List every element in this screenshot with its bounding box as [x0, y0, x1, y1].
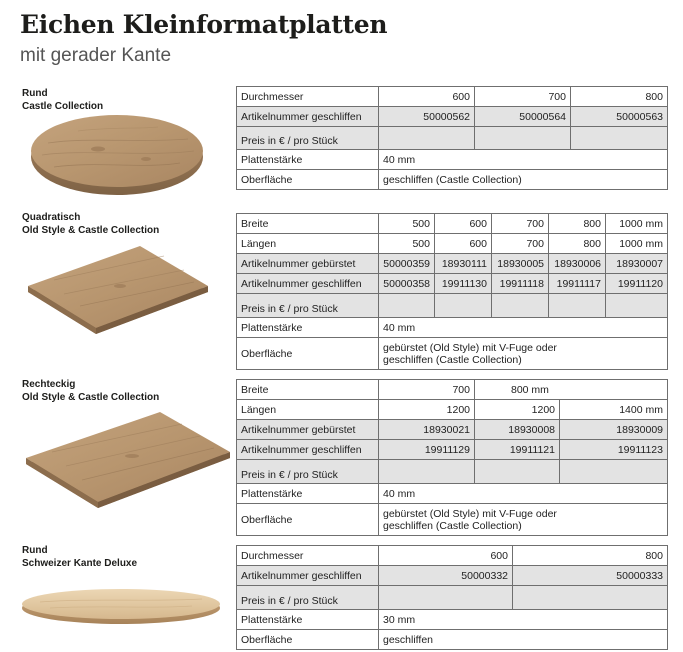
spec-table-round-castle [236, 86, 668, 190]
cell-preis [379, 586, 513, 610]
cell-artikel: 50000563 [571, 107, 668, 127]
cell-breite: 800 [549, 214, 606, 234]
cell-breite: 700 [379, 380, 475, 400]
cell-laengen: 1200 [475, 400, 560, 420]
product-label-line1: Rund [22, 545, 48, 556]
spec-table-square [236, 213, 668, 370]
product-label-line2: Castle Collection [22, 101, 104, 112]
row-label-durchmesser: Durchmesser [237, 546, 379, 566]
row-label-artikel: Artikelnummer geschliffen [237, 566, 379, 586]
cell-durchmesser: 600 [379, 546, 513, 566]
page-title: Eichen Kleinformatplatten [20, 10, 388, 39]
cell-artikel-geschliffen: 19911129 [379, 440, 475, 460]
row-label-preis: Preis in € / pro Stück [237, 294, 379, 318]
row-label-artikel-geschliffen: Artikelnummer geschliffen [237, 440, 379, 460]
cell-staerke: 40 mm [379, 484, 668, 504]
oberflaeche-line2: geschliffen (Castle Collection) [383, 519, 522, 532]
row-label-oberflaeche: Oberfläche [237, 630, 379, 650]
row-label-breite: Breite [237, 380, 379, 400]
round-oak-tabletop-image [28, 113, 206, 197]
row-label-breite: Breite [237, 214, 379, 234]
cell-artikel-gebuerstet: 18930006 [549, 254, 606, 274]
cell-artikel-geschliffen: 19911118 [492, 274, 549, 294]
cell-preis [492, 294, 549, 318]
product-label-line1: Rechteckig [22, 379, 76, 390]
cell-artikel: 50000333 [513, 566, 668, 586]
oberflaeche-line2: geschliffen (Castle Collection) [383, 353, 522, 366]
rectangular-oak-tabletop-image [22, 412, 232, 512]
cell-preis [571, 127, 668, 150]
cell-preis [560, 460, 668, 484]
cell-artikel-geschliffen: 19911123 [560, 440, 668, 460]
row-label-durchmesser: Durchmesser [237, 87, 379, 107]
cell-artikel-geschliffen: 50000358 [379, 274, 435, 294]
cell-preis [379, 294, 435, 318]
cell-breite: 800 mm [475, 380, 668, 400]
cell-breite: 1000 mm [606, 214, 668, 234]
row-label-laengen: Längen [237, 400, 379, 420]
cell-preis [549, 294, 606, 318]
cell-durchmesser: 800 [513, 546, 668, 566]
cell-laengen: 700 [492, 234, 549, 254]
product-label-line2: Old Style & Castle Collection [22, 392, 160, 403]
cell-artikel-gebuerstet: 18930111 [435, 254, 492, 274]
cell-artikel-gebuerstet: 18930005 [492, 254, 549, 274]
cell-preis [475, 460, 560, 484]
cell-oberflaeche [379, 504, 668, 536]
cell-artikel-geschliffen: 19911120 [606, 274, 668, 294]
square-oak-tabletop-image [24, 246, 210, 336]
cell-breite: 500 [379, 214, 435, 234]
cell-artikel: 50000564 [475, 107, 571, 127]
cell-breite: 600 [435, 214, 492, 234]
cell-artikel-gebuerstet: 18930009 [560, 420, 668, 440]
product-label-rectangular [22, 378, 159, 404]
row-label-preis: Preis in € / pro Stück [237, 460, 379, 484]
cell-artikel: 50000332 [379, 566, 513, 586]
row-label-laengen: Längen [237, 234, 379, 254]
cell-oberflaeche [379, 338, 668, 370]
cell-preis [513, 586, 668, 610]
cell-laengen: 1000 mm [606, 234, 668, 254]
cell-preis [435, 294, 492, 318]
row-label-oberflaeche: Oberfläche [237, 504, 379, 536]
product-label-square [22, 211, 159, 237]
cell-preis [379, 460, 475, 484]
product-label-line2: Old Style & Castle Collection [22, 225, 160, 236]
cell-artikel-geschliffen: 19911121 [475, 440, 560, 460]
row-label-artikel-gebuerstet: Artikelnummer gebürstet [237, 254, 379, 274]
row-label-preis: Preis in € / pro Stück [237, 586, 379, 610]
cell-artikel: 50000562 [379, 107, 475, 127]
cell-artikel-geschliffen: 19911117 [549, 274, 606, 294]
cell-laengen: 1400 mm [560, 400, 668, 420]
cell-laengen: 800 [549, 234, 606, 254]
row-label-artikel-gebuerstet: Artikelnummer gebürstet [237, 420, 379, 440]
product-label-line1: Quadratisch [22, 212, 81, 223]
cell-artikel-gebuerstet: 18930007 [606, 254, 668, 274]
product-label-line1: Rund [22, 88, 48, 99]
row-label-preis: Preis in € / pro Stück [237, 127, 379, 150]
row-label-oberflaeche: Oberfläche [237, 170, 379, 190]
cell-artikel-gebuerstet: 18930021 [379, 420, 475, 440]
cell-durchmesser: 600 [379, 87, 475, 107]
cell-durchmesser: 800 [571, 87, 668, 107]
row-label-artikel-geschliffen: Artikelnummer geschliffen [237, 274, 379, 294]
page-subtitle: mit gerader Kante [20, 45, 172, 66]
cell-artikel-gebuerstet: 18930008 [475, 420, 560, 440]
spec-table-round-swiss [236, 545, 668, 650]
cell-oberflaeche: geschliffen (Castle Collection) [379, 170, 668, 190]
oberflaeche-line1: gebürstet (Old Style) mit V-Fuge oder [383, 341, 557, 354]
cell-laengen: 600 [435, 234, 492, 254]
cell-artikel-geschliffen: 19911130 [435, 274, 492, 294]
product-label-round-castle [22, 87, 103, 113]
spec-table-rectangular [236, 379, 668, 536]
product-label-round-swiss [22, 544, 137, 570]
oberflaeche-line1: gebürstet (Old Style) mit V-Fuge oder [383, 507, 557, 520]
product-label-line2: Schweizer Kante Deluxe [22, 558, 138, 569]
cell-laengen: 500 [379, 234, 435, 254]
cell-laengen: 1200 [379, 400, 475, 420]
cell-staerke: 40 mm [379, 150, 668, 170]
row-label-artikel: Artikelnummer geschliffen [237, 107, 379, 127]
cell-artikel-gebuerstet: 50000359 [379, 254, 435, 274]
cell-breite: 700 [492, 214, 549, 234]
cell-preis [475, 127, 571, 150]
row-label-staerke: Plattenstärke [237, 150, 379, 170]
cell-staerke: 30 mm [379, 610, 668, 630]
cell-oberflaeche: geschliffen [379, 630, 668, 650]
row-label-staerke: Plattenstärke [237, 484, 379, 504]
cell-preis [379, 127, 475, 150]
cell-preis [606, 294, 668, 318]
row-label-staerke: Plattenstärke [237, 318, 379, 338]
row-label-oberflaeche: Oberfläche [237, 338, 379, 370]
round-swiss-edge-tabletop-image [20, 586, 222, 626]
row-label-staerke: Plattenstärke [237, 610, 379, 630]
cell-staerke: 40 mm [379, 318, 668, 338]
cell-durchmesser: 700 [475, 87, 571, 107]
